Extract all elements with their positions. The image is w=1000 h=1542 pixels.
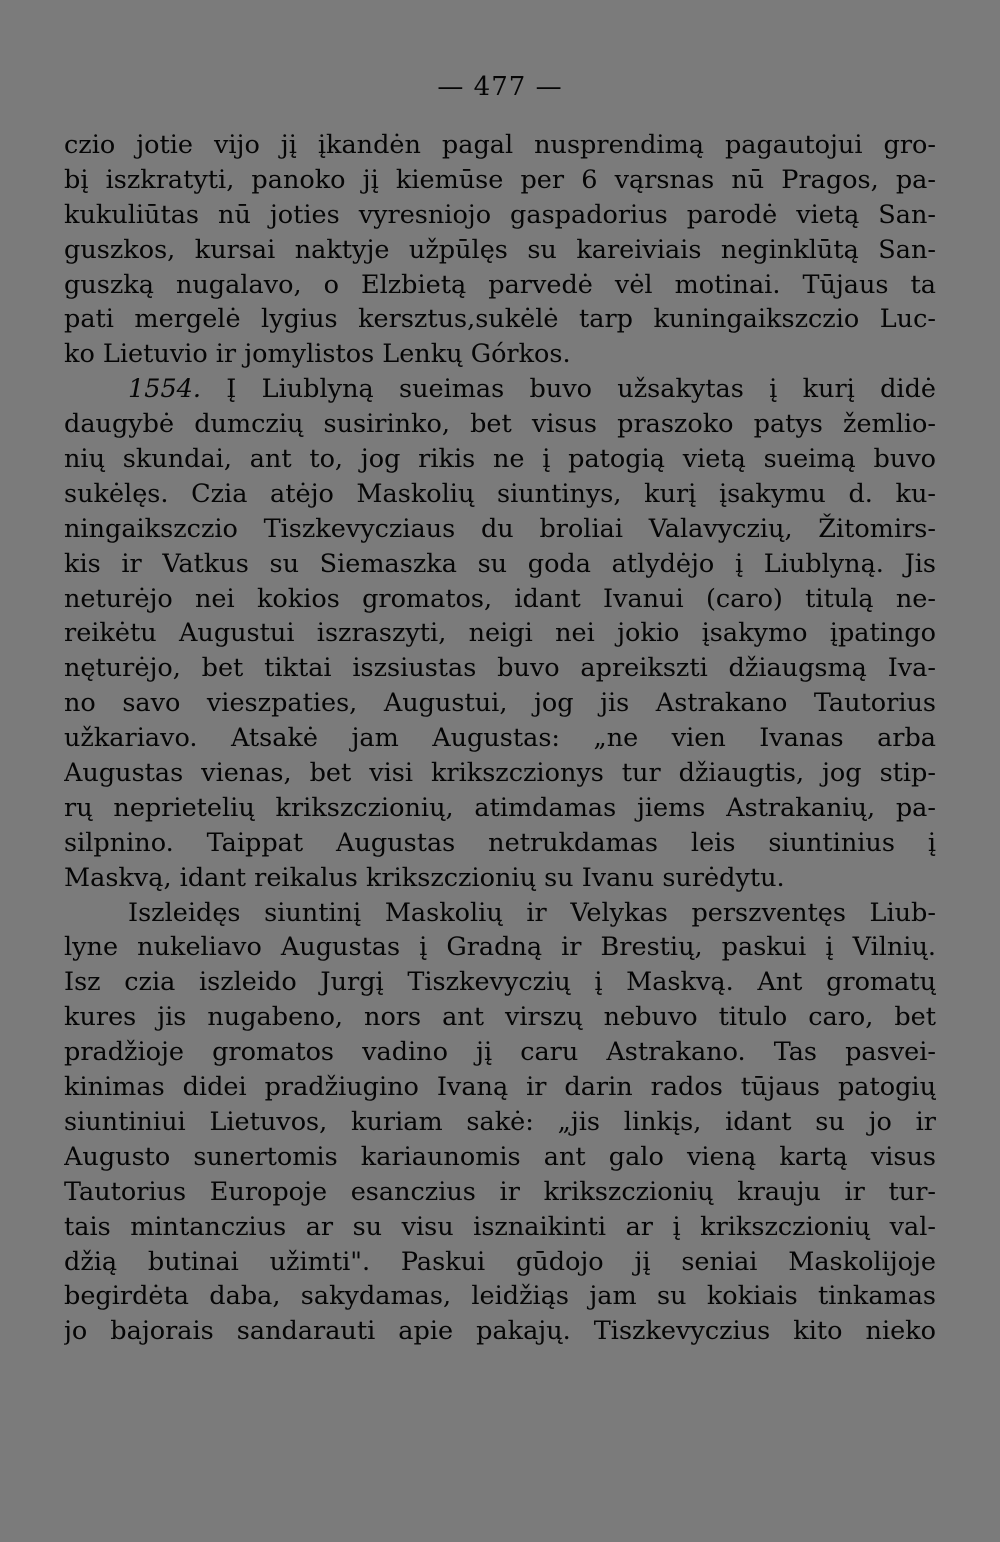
text-line: Tautorius Europoje esanczius ir krikszczionių krauju ir tur- (64, 1176, 936, 1207)
text-line: kinimas didei pradžiugino Ivaną ir darin rados tūjaus patogių (64, 1072, 936, 1103)
text-line: sukėlęs. Czia atėjo Maskolių siuntinys, kurį įsakymu d. ku- (64, 478, 936, 509)
text-line: ningaikszczio Tiszkevycziaus du broliai Valavyczių, Žitomirs- (64, 513, 936, 544)
text-line: ko Lietuvio ir jomylistos Lenkų Górkos. (64, 339, 571, 370)
text-line: Augusto sunertomis kariaunomis ant galo vieną kartą visus (64, 1141, 936, 1172)
text-line: Iszleidęs siuntinį Maskolių ir Velykas perszventęs Liub- (128, 897, 936, 928)
text-line: czio jotie vijo jį įkandėn pagal nusprendimą pagautojui gro- (64, 130, 936, 160)
text-line: pati mergelė lygius kersztus,sukėlė tarp kuningaikszczio Luc- (64, 304, 936, 335)
text-line: guszkos, kursai naktyje užpūlęs su kareiviais neginklūtą San- (64, 234, 936, 265)
text-line: lyne nukeliavo Augustas į Gradną ir Brestių, paskui į Vilnių. (64, 932, 936, 963)
page-number: — 477 — (437, 72, 563, 102)
text-line: nių skundai, ant to, jog rikis ne į patogią vietą sueimą buvo (64, 444, 936, 475)
text-line: daugybė dumczių susirinko, bet visus praszoko patys žemlio- (64, 409, 936, 440)
text-line: kures jis nugabeno, nors ant virszų nebuvo titulo caro, bet (64, 1002, 936, 1033)
text-line: bį iszkratyti, panoko jį kiemūse per 6 vąrsnas nū Pragos, pa- (64, 164, 936, 195)
text-line: guszką nugalavo, o Elzbietą parvedė vėl motinai. Tūjaus ta (64, 269, 936, 300)
text-line: tais mintanczius ar su visu isznaikinti ar į krikszczionių val- (64, 1211, 936, 1242)
text-line: Augustas vienas, bet visi krikszczionys tur džiaugtis, jog stip- (64, 758, 936, 789)
text-line: nęturėjo, bet tiktai iszsiustas buvo apreikszti džiaugsmą Iva- (64, 653, 936, 684)
text-line: pradžioje gromatos vadino jį caru Astrakano. Tas pasvei- (64, 1037, 936, 1068)
text-line: Isz czia iszleido Jurgį Tiszkevyczių į Maskvą. Ant gromatų (64, 967, 936, 998)
text-line: siuntiniui Lietuvos, kuriam sakė: „jis linkįs, idant su jo ir (64, 1106, 936, 1137)
text-line: reikėtu Augustui iszraszyti, neigi nei jokio įsakymo įpatingo (64, 618, 936, 649)
text-line: begirdėta daba, sakydamas, leidžiąs jam su kokiais tinkamas (64, 1281, 936, 1312)
text-line: jo bajorais sandarauti apie pakajų. Tiszkevyczius kito nieko (64, 1316, 936, 1347)
text-body (64, 128, 936, 1349)
text-line: neturėjo nei kokios gromatos, idant Ivanui (caro) titulą ne- (64, 583, 936, 614)
text-line: kis ir Vatkus su Siemaszka su goda atlydėjo į Liublyną. Jis (64, 548, 936, 579)
year-label: 1554. (128, 374, 202, 405)
text-line: rų neprietelių krikszczionių, atimdamas jiems Astrakanių, pa- (64, 792, 936, 823)
text-line: kukuliūtas nū joties vyresniojo gaspadorius parodė vietą San- (64, 199, 936, 230)
text-line: užkariavo. Atsakė jam Augustas: „ne vien Ivanas arba (64, 723, 936, 754)
text-line: no savo vieszpaties, Augustui, jog jis Astrakano Tautorius (64, 688, 936, 719)
text-line: silpnino. Taippat Augustas netrukdamas leis siuntinius į (64, 827, 936, 858)
text-line: 1554. Į Liublyną sueimas buvo užsakytas į kurį didė (128, 374, 936, 405)
text-line: Maskvą, idant reikalus krikszczionių su Ivanu surėdytu. (64, 862, 785, 893)
text-line: džią butinai užimti". Paskui gūdojo jį seniai Maskolijoje (64, 1246, 936, 1277)
